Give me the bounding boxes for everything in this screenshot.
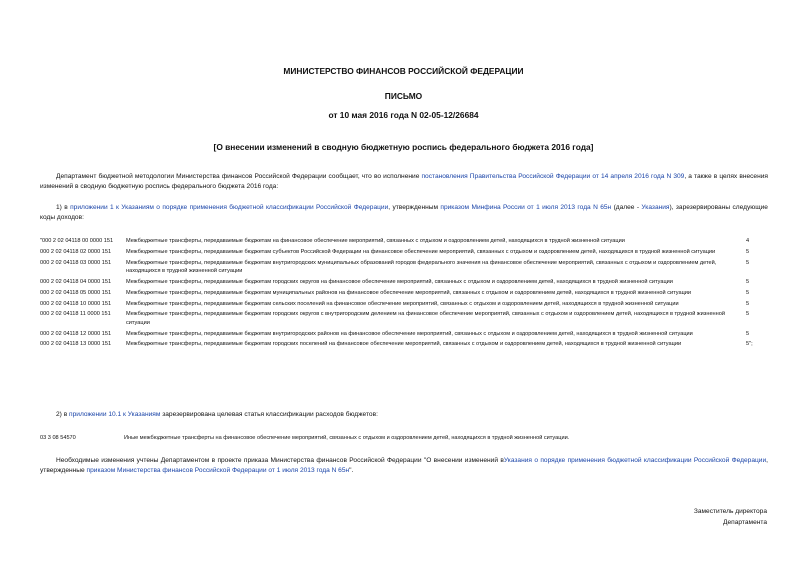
appendix-10-1-link[interactable]: приложении 10.1 к Указаниям <box>69 411 161 418</box>
income-codes-table <box>40 237 772 351</box>
row-code: 000 2 02 04118 12 0000 151 <box>40 330 112 337</box>
row-code: 000 2 02 04118 04 0000 151 <box>40 278 112 285</box>
row-code: 000 2 02 04118 02 0000 151 <box>40 248 112 255</box>
intro-text: Департамент бюджетной методологии Министерства финансов Российской Федерации сообщает, что во исполнение <box>56 173 422 180</box>
table-row <box>40 259 772 278</box>
row-description: Межбюджетные трансферты, передаваемые бюджетам внутригородских муниципальных образований городов федерального значения на финансовое обеспечение мероприятий, связанных с отдыхом и оздоровлением детей, находящихся в трудной жизненной ситуации <box>126 259 717 275</box>
item-2-text: зарезервирована целевая статья классификации расходов бюджетов: <box>160 411 378 418</box>
document-date-number: от 10 мая 2016 года N 02-05-12/26684 <box>328 110 479 120</box>
table-row <box>40 278 772 289</box>
row-value: 5 <box>746 300 750 307</box>
row-value: 5 <box>746 259 750 266</box>
row-value: 4 <box>746 238 750 244</box>
row-description: Межбюджетные трансферты, передаваемые бюджетам городских округов на финансовое обеспечение мероприятий, связанных с отдыхом и оздоровлением детей, находящихся в трудной жизненной ситуации <box>126 278 673 285</box>
row-description: Межбюджетные трансферты, передаваемые бюджетам городских поселений на финансовое обеспечение мероприятий, связанных с отдыхом и оздоровлением детей, находящихся в трудной жизненной ситуации <box>126 341 682 348</box>
instructions-link[interactable]: Указания <box>641 204 670 211</box>
row-code: 000 2 02 04118 13 0000 151 <box>40 341 112 348</box>
item-1-paragraph <box>40 203 768 222</box>
document-type: ПИСЬМО <box>384 91 423 101</box>
government-resolution-link[interactable]: постановления Правительства Российской Федерации от 14 апреля 2016 года N 309 <box>421 173 685 180</box>
expense-description: Иные межбюджетные трансферты на финансовое обеспечение мероприятий, связанных с отдыхом и оздоровлением детей, находящихся в трудной жизненной ситуации. <box>124 435 570 441</box>
table-row <box>40 289 772 300</box>
table-row <box>40 330 772 341</box>
row-code: 000 2 02 04118 11 0000 151 <box>40 311 111 318</box>
table-row <box>40 237 772 248</box>
closing-text-2: , утвержденные <box>40 457 768 474</box>
closing-text-3: ". <box>349 466 354 474</box>
closing-paragraph <box>40 456 768 475</box>
table-row <box>40 248 772 259</box>
document-subject: [О внесении изменений в сводную бюджетную роспись федерального бюджета 2016 года] <box>213 142 594 152</box>
row-code: "000 2 02 04118 00 0000 151 <box>40 238 114 244</box>
item-2-prefix: 2) в <box>56 411 70 418</box>
row-code: 000 2 02 04118 03 0000 151 <box>40 259 112 266</box>
closing-text: Необходимые изменения учтены Департаментом в проекте приказа Министерства финансов Российской Федерации "О внесении изменений в <box>56 457 504 464</box>
item-1-text-2: (далее - <box>611 204 642 211</box>
row-value: 5 <box>746 330 750 337</box>
ministry-heading: МИНИСТЕРСТВО ФИНАНСОВ РОССИЙСКОЙ ФЕДЕРАЦИИ <box>283 66 524 76</box>
row-description: Межбюджетные трансферты, передаваемые бюджетам субъектов Российской Федерации на финансовое обеспечение мероприятий, связанных с отдыхом и оздоровлением детей, находящихся в трудной жизненной ситуации <box>126 248 716 255</box>
row-code: 000 2 02 04118 05 0000 151 <box>40 289 112 296</box>
item-1-prefix: 1) в <box>56 204 71 211</box>
row-code: 000 2 02 04118 10 0000 151 <box>40 300 112 307</box>
table-row <box>40 310 772 329</box>
row-description: Межбюджетные трансферты, передаваемые бюджетам внутригородских районов на финансовое обеспечение мероприятий, связанных с отдыхом и оздоровлением детей, находящихся в трудной жизненной ситуации <box>126 330 693 337</box>
row-value: 5 <box>746 311 750 318</box>
item-2-paragraph <box>40 410 768 420</box>
table-row <box>40 300 772 311</box>
expense-row <box>40 434 772 443</box>
row-value: 5"; <box>746 341 753 348</box>
intro-paragraph <box>40 172 768 191</box>
ministry-order-link[interactable]: приказом Министерства финансов Российской Федерации от 1 июля 2013 года N 65н <box>86 466 350 474</box>
item-1-text: , утвержденным <box>388 204 441 211</box>
appendix-1-link[interactable]: приложении 1 к Указаниям о порядке применения бюджетной классификации Российской Федерации <box>70 204 389 211</box>
row-description: Межбюджетные трансферты, передаваемые бюджетам муниципальных районов на финансовое обеспечение мероприятий, связанных с отдыхом и оздоровлением детей, находящихся в трудной жизненной ситуации <box>126 289 692 296</box>
row-description: Межбюджетные трансферты, передаваемые бюджетам на финансовое обеспечение мероприятий, связанных с отдыхом и оздоровлением детей, находящихся в трудной жизненной ситуации <box>126 238 625 244</box>
signature-department: Департамента <box>723 519 767 526</box>
intro-text-end: , а также в целях внесения изменений в сводную бюджетную роспись федерального бюджета 2016 года: <box>40 173 768 190</box>
row-description: Межбюджетные трансферты, передаваемые бюджетам городских округов с внутригородским делением на финансовое обеспечение мероприятий, связанных с отдыхом и оздоровлением детей, находящихся в трудной жизненной ситуации <box>126 311 725 326</box>
row-value: 5 <box>746 248 750 255</box>
row-description: Межбюджетные трансферты, передаваемые бюджетам сельских поселений на финансовое обеспечение мероприятий, связанных с отдыхом и оздоровлением детей, находящихся в трудной жизненной ситуации <box>126 300 679 307</box>
table-row <box>40 340 772 351</box>
signature-title: Заместитель директора <box>693 508 767 515</box>
row-value: 5 <box>746 289 750 296</box>
row-value: 5 <box>746 278 750 285</box>
item-1-text-3: ), зарезервированы следующие коды доходов: <box>40 204 768 221</box>
minfin-order-link[interactable]: приказом Минфина России от 1 июля 2013 года N 65н <box>440 204 612 211</box>
expense-code: 03 3 08 54570 <box>40 435 76 441</box>
instructions-full-link[interactable]: Указания о порядке применения бюджетной классификации Российской Федерации <box>503 457 767 464</box>
